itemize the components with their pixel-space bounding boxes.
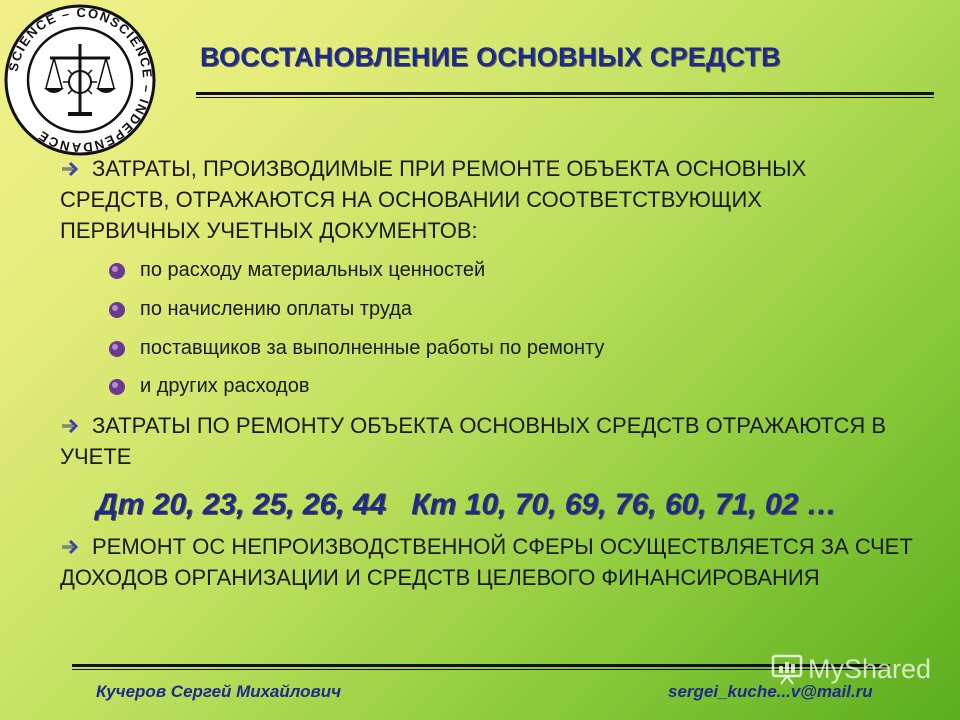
- paragraph-non-production: [60, 531, 920, 593]
- list-item-label: и других расходов: [140, 375, 310, 397]
- list-item-label: поставщиков за выполненные работы по ремонту: [140, 337, 605, 359]
- arrow-bullet-icon: [60, 417, 82, 435]
- flower-bullet-icon: [108, 340, 126, 358]
- footer-author: Кучеров Сергей Михайлович: [96, 682, 342, 701]
- footer-divider: [72, 664, 890, 670]
- slide-title: ВОССТАНОВЛЕНИЕ ОСНОВНЫХ СРЕДСТВ: [200, 42, 781, 72]
- list-item-label: по начислению оплаты труда: [140, 298, 412, 320]
- arrow-bullet-icon: [60, 538, 82, 556]
- arrow-bullet-icon: [60, 160, 82, 178]
- logo-ring-text: SCIENCE – CONSCIENCE – INDEPENDANCE: [5, 4, 156, 156]
- list-item: [108, 375, 309, 398]
- title-divider: [196, 92, 934, 98]
- list-item-label: по расходу материальных ценностей: [140, 259, 486, 281]
- presentation-icon: [770, 652, 804, 686]
- footer-email[interactable]: sergei_kuche...v@mail.ru: [668, 682, 873, 701]
- list-item: [108, 337, 604, 360]
- watermark-text: MyShared: [808, 653, 932, 684]
- science-conscience-logo: [2, 2, 158, 158]
- paragraph-repair-costs: [60, 410, 900, 472]
- flower-bullet-icon: [108, 378, 126, 396]
- paragraph-primary-documents: [60, 153, 900, 246]
- account-entries: Дт 20, 23, 25, 26, 44 Кт 10, 70, 69, 76, 60, 71, 02 …: [96, 488, 837, 521]
- list-item: [108, 298, 412, 321]
- paragraph-2-text: ЗАТРАТЫ ПО РЕМОНТУ ОБЪЕКТА ОСНОВНЫХ СРЕДСТВ ОТРАЖАЮТСЯ В УЧЕТЕ: [60, 413, 887, 469]
- flower-bullet-icon: [108, 301, 126, 319]
- paragraph-1-text: ЗАТРАТЫ, ПРОИЗВОДИМЫЕ ПРИ РЕМОНТЕ ОБЪЕКТА ОСНОВНЫХ СРЕДСТВ, ОТРАЖАЮТСЯ НА ОСНОВАНИИ СООТВЕТСТВУЮЩИХ ПЕРВИЧНЫХ УЧЕТНЫХ ДОКУМЕНТОВ:: [60, 156, 807, 243]
- paragraph-3-text: РЕМОНТ ОС НЕПРОИЗВОДСТВЕННОЙ СФЕРЫ ОСУЩЕСТВЛЯЕТСЯ ЗА СЧЕТ ДОХОДОВ ОРГАНИЗАЦИИ И СРЕДСТВ ЦЕЛЕВОГО ФИНАНСИРОВАНИЯ: [60, 534, 913, 590]
- list-item: [108, 259, 485, 282]
- flower-bullet-icon: [108, 262, 126, 280]
- watermark: [770, 652, 931, 686]
